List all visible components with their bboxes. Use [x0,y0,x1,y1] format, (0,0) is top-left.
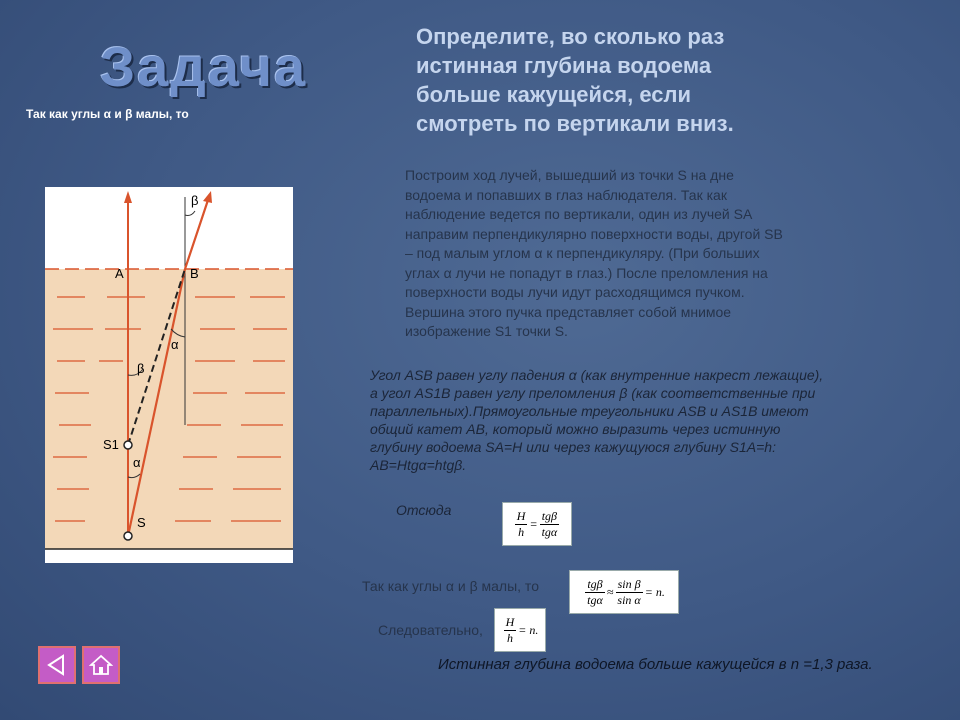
construction-explanation: Построим ход лучей, вышедший из точки S на дне водоема и попавших в глаз наблюдателя. Так как наблюдение ведется по вертикали, один из лучей SA направим перпендикулярно поверхности воды, другой SB – под малым углом α к перпендикуляру. (При больших углах α лучи не попадут в глаз.) После преломления на поверхности воды лучи идут расходящимся пучком. Вершина этого пучка представляет собой мнимое изображение S1 точки S. [405,167,783,339]
formula-h-ratio-n: $\frac{H}{h}$ = n. [494,608,546,652]
label-s: S [137,515,146,530]
formula-h-ratio-tg: $\frac{H}{h}$ = $\frac{\text{tgβ}}{\text{tgα}}$ [502,502,572,546]
refraction-diagram [45,187,293,563]
hence-label: Отсюда [396,502,452,518]
conclusion-text: Истинная глубина водоема больше кажущейся в n =1,3 раза. [438,656,873,673]
label-alpha-bottom: α [133,455,141,470]
back-button[interactable] [38,646,76,684]
label-alpha-right: α [171,337,179,352]
label-s1: S1 [103,437,119,452]
task-statement: Определите, во сколько раз истинная глубина водоема больше кажущейся, если смотреть по вертикали вниз. [416,24,734,136]
label-beta-mid: β [137,361,145,376]
label-a: A [115,266,124,281]
diagram-svg [45,187,293,563]
label-b: B [190,266,199,281]
home-button[interactable] [82,646,120,684]
home-icon [89,653,113,677]
formula-tg-sin-approx: $\frac{\text{tgβ}}{\text{tgα}}$ ≈ $\frac{\text{sin β}}{\text{sin α}}$ = n. [569,570,679,614]
small-angles-note: Так как углы α и β малы, то [26,107,189,121]
label-beta-top: β [191,193,199,208]
back-arrow-icon [45,653,69,677]
therefore-label: Следовательно, [378,622,483,638]
small-angles-label: Так как углы α и β малы, то [362,578,539,594]
angle-reasoning: Угол ASB равен углу падения α (как внутренние накрест лежащие), а угол AS1B равен углу преломления β (как соответственные при параллельных).Прямоугольные треугольники ASB и AS1B имеют общий катет AB, который можно выразить через истинную глубину водоема SA=H или через кажущуюся глубину S1A=h: AB=Htgα=htgβ. [370,367,824,473]
slide-title: Задача [100,35,308,98]
